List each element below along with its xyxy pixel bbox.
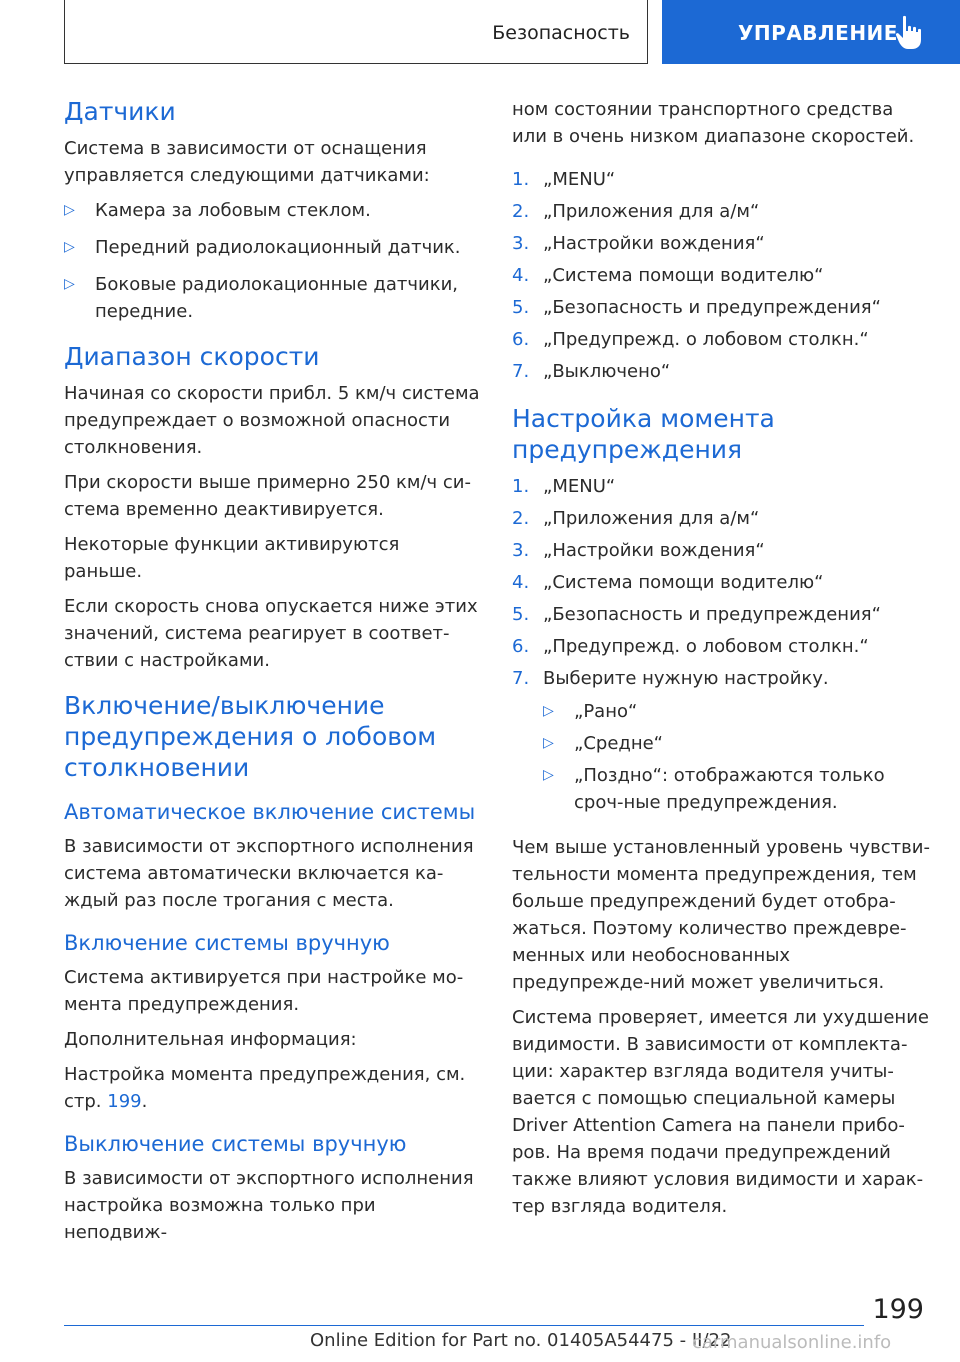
heading-on-off: Включение/выключение предупреждения о лобовом столкновении [64,691,437,782]
list-item: 3. „Настройки вождения“ [512,540,765,561]
list-item: 6. „Предупрежд. о лобовом столкн.“ [512,329,869,350]
triangle-bullet-icon: ▷ [64,239,75,255]
paragraph-auto-on: В зависимости от экспортного исполнения система автоматически включается ка-ждый раз после трогания с места. [64,836,474,911]
paragraph-manual-on-2: Дополнительная информация: [64,1029,357,1050]
list-item: ▷ Передний радиолокационный датчик. [64,234,480,261]
page-header [0,0,960,66]
list-item: 4. „Система помощи водителю“ [512,265,824,286]
right-column [512,96,932,1228]
heading-warning-timing: Настройка момента предупреждения [512,404,775,464]
section-title: Безопасность [492,22,630,44]
heading-sensors: Датчики [64,97,176,126]
paragraph-speed-1: Начиная со скорости прибл. 5 км/ч система предупреждает о возможной опасности столкновения. [64,383,480,458]
footer-edition: Online Edition for Part no. 01405A54475 - II/22 [310,1330,732,1351]
list-item: 5. „Безопасность и предупреждения“ [512,604,881,625]
list-item: ▷ Камера за лобовым стеклом. [64,197,480,224]
pointing-hand-icon [894,14,924,52]
list-item: 7. Выберите нужную настройку. ▷ „Рано“ ▷ „Средне“ ▷ „Поздно“: отображаются только сроч-ные предупреждения. [512,665,932,816]
steps-switch-off [512,166,932,385]
page-number: 199 [872,1294,924,1325]
list-item: ▷ „Средне“ [543,730,932,757]
triangle-bullet-icon: ▷ [543,767,554,783]
chapter-tab-label: УПРАВЛЕНИЕ [738,21,898,45]
list-item: 4. „Система помощи водителю“ [512,572,824,593]
paragraph-speed-2: При скорости выше примерно 250 км/ч си-стема временно деактивируется. [64,472,472,520]
triangle-bullet-icon: ▷ [543,735,554,751]
watermark: carmanualsonline.info [692,1332,892,1353]
timing-options [543,698,932,816]
list-item: ▷ „Поздно“: отображаются только сроч-ные предупреждения. [543,762,932,816]
list-item: 2. „Приложения для а/м“ [512,201,760,222]
list-item: ▷ Боковые радиолокационные датчики, передние. [64,271,480,325]
heading-manual-on: Включение системы вручную [64,931,390,955]
footer-divider [64,1325,864,1326]
paragraph-speed-3: Некоторые функции активируются раньше. [64,534,400,582]
list-item: 1. „MENU“ [512,169,616,190]
list-item: 3. „Настройки вождения“ [512,233,765,254]
list-item: 1. „MENU“ [512,476,616,497]
paragraph-manual-on-1: Система активируется при настройке мо-мента предупреждения. [64,967,464,1015]
triangle-bullet-icon: ▷ [64,276,75,292]
page-reference-link[interactable]: 199 [107,1091,142,1112]
paragraph-continued: ном состоянии транспортного средства или в очень низком диапазоне скоростей. [512,99,915,147]
list-item: 5. „Безопасность и предупреждения“ [512,297,881,318]
list-item: 7. „Выключено“ [512,361,671,382]
triangle-bullet-icon: ▷ [543,703,554,719]
heading-auto-on: Автоматическое включение системы [64,800,476,824]
heading-speed-range: Диапазон скорости [64,342,320,371]
steps-warning-timing [512,473,932,816]
paragraph-manual-on-3: Настройка момента предупреждения, см. стр. 199. [64,1064,466,1112]
paragraph-manual-off: В зависимости от экспортного исполнения настройка возможна только при неподвиж- [64,1168,474,1243]
list-item: 6. „Предупрежд. о лобовом столкн.“ [512,636,869,657]
chapter-tab[interactable] [662,0,960,64]
heading-manual-off: Выключение системы вручную [64,1132,407,1156]
paragraph-speed-4: Если скорость снова опускается ниже этих значений, система реагирует в соответ-ствии с настройками. [64,596,478,671]
paragraph-sensitivity: Чем выше установленный уровень чувстви-тельности момента предупреждения, тем больше предупреждений будет отобра-жаться. Поэтому количество преждевре-менных или необоснованных предупрежде-ний может увеличиться. [512,837,930,993]
sensor-list [64,197,480,325]
left-column [64,96,480,1254]
paragraph-sensors: Система в зависимости от оснащения управляется следующими датчиками: [64,138,430,186]
list-item: 2. „Приложения для а/м“ [512,508,760,529]
paragraph-visibility: Система проверяет, имеется ли ухудшение видимости. В зависимости от комплекта-ции: характер взгляда водителя учиты-вается с помощью специальной камеры Driver Attention Camera на панели прибо-ров. На время подачи предупреждений также влияют условия видимости и харак-тер взгляда водителя. [512,1007,929,1217]
triangle-bullet-icon: ▷ [64,202,75,218]
list-item: ▷ „Рано“ [543,698,932,725]
